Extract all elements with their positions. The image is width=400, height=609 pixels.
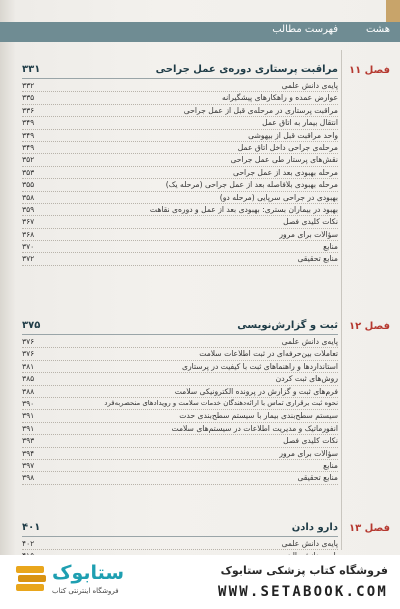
- chapter-page: ۳۳۱: [22, 64, 41, 75]
- entry-page: ۳۴۹: [22, 142, 35, 152]
- entry-text: استانداردها و راهنماهای ثبت با کیفیت در پرستاری: [182, 361, 338, 371]
- toc-entry[interactable]: [22, 361, 338, 373]
- entry-text: بهبود در بیماران بستری: بهبودی بعد از عمل و دوره‌ی نقاهت: [149, 204, 338, 214]
- chapter-label: فصل ۱۱: [348, 65, 390, 76]
- entry-page: ۳۷۶: [22, 337, 35, 346]
- page-header: [0, 22, 400, 42]
- entry-page: ۳۹۴: [22, 448, 35, 458]
- chapter-title: ثبت و گزارش‌نویسی: [237, 320, 338, 331]
- chapter-title-row[interactable]: [22, 523, 338, 537]
- entry-text: مرحله‌ی جراحی داخل اتاق عمل: [237, 142, 338, 152]
- entry-page: ۳۴۹: [22, 118, 35, 128]
- toc-entry[interactable]: [22, 386, 338, 398]
- setabook-logo[interactable]: [14, 562, 132, 602]
- entry-page: ۳۹۰: [22, 398, 35, 408]
- entry-text: منابع: [323, 460, 338, 470]
- entry-list: [22, 80, 338, 266]
- chapter-page: ۳۷۵: [22, 320, 41, 331]
- entry-text: نکات کلیدی فصل: [283, 217, 338, 227]
- toc-entry[interactable]: [22, 398, 338, 410]
- entry-text: واحد مراقبت قبل از بیهوشی: [248, 130, 338, 140]
- store-url-link[interactable]: WWW.SETABOOK.COM: [217, 584, 388, 600]
- toc-entry[interactable]: [22, 373, 338, 385]
- toc-entry[interactable]: [22, 336, 338, 348]
- entry-text: بهبودی در جراحی سرپایی (مرحله دو): [219, 192, 338, 202]
- entry-page: ۳۵۹: [22, 204, 35, 214]
- entry-page: ۳۹۳: [22, 436, 35, 446]
- entry-page: ۳۹۷: [22, 460, 35, 470]
- toc-entry[interactable]: [22, 117, 338, 129]
- toc-entry[interactable]: [22, 154, 338, 166]
- toc-entry[interactable]: [22, 423, 338, 435]
- entry-page: ۳۷۲: [22, 254, 35, 264]
- toc-entry[interactable]: [22, 216, 338, 228]
- entry-page: ۳۸۵: [22, 374, 35, 384]
- toc-entry[interactable]: [22, 92, 338, 104]
- chapter-title: مراقبت پرستاری دوره‌ی عمل جراحی: [155, 64, 338, 75]
- entry-text: منابع تحقیقی: [297, 473, 338, 483]
- entry-page: ۳۵۳: [22, 167, 35, 177]
- toc-entry[interactable]: [22, 192, 338, 204]
- entry-text: سیستم سطح‌بندی بیمار با سیستم سطح‌بندی حدت: [179, 411, 338, 421]
- chapter-title-row[interactable]: [22, 321, 338, 335]
- entry-text: سؤالات برای مرور: [279, 448, 338, 458]
- toc-entry[interactable]: [22, 179, 338, 191]
- entry-text: نکات کلیدی فصل: [283, 436, 338, 446]
- toc-entry[interactable]: [22, 538, 338, 550]
- toc-entry[interactable]: [22, 410, 338, 422]
- entry-text: انفورماتیک و مدیریت اطلاعات در سیستم‌های سلامت: [171, 423, 338, 433]
- entry-page: ۳۹۱: [22, 411, 35, 421]
- toc-entry[interactable]: [22, 80, 338, 92]
- store-name: فروشگاه کتاب پزشکی ستابوک: [220, 564, 388, 577]
- entry-text: مراقبت پرستاری در مرحله‌ی قبل از عمل جراحی: [183, 105, 338, 115]
- entry-text: تعاملات بین‌حرفه‌ای در ثبت اطلاعات سلامت: [199, 349, 338, 359]
- entry-text: منابع: [323, 242, 338, 252]
- chapter-title: دارو دادن: [291, 522, 338, 533]
- entry-text: مرحله بهبودی بلافاصله بعد از عمل جراحی (مرحله یک): [165, 180, 338, 190]
- entry-page: ۳۳۶: [22, 105, 35, 115]
- books-stack-icon: [14, 562, 48, 594]
- toc-entry[interactable]: [22, 472, 338, 484]
- entry-page: ۳۳۲: [22, 81, 35, 90]
- entry-page: ۳۶۸: [22, 229, 35, 239]
- entry-page: ۳۵۸: [22, 192, 35, 202]
- entry-text: سؤالات برای مرور: [279, 229, 338, 239]
- toc-entry[interactable]: [22, 348, 338, 360]
- toc-entry[interactable]: [22, 448, 338, 460]
- entry-page: ۳۵۵: [22, 180, 35, 190]
- entry-text: پایه‌ی دانش علمی: [281, 337, 338, 346]
- toc-entry[interactable]: [22, 130, 338, 142]
- entry-text: فرم‌های ثبت و گزارش در پرونده الکترونیکی سلامت: [174, 386, 338, 396]
- page-number-word: هشت: [365, 24, 390, 35]
- entry-page: ۳۸۸: [22, 386, 35, 396]
- entry-text: مرحله بهبودی بعد از عمل جراحی: [233, 167, 338, 177]
- margin-rule: [341, 50, 342, 550]
- entry-page: ۴۰۲: [22, 539, 35, 548]
- chapter-page: ۴۰۱: [22, 522, 41, 533]
- entry-text: پایه‌ی دانش علمی: [281, 81, 338, 90]
- toc-entry[interactable]: [22, 167, 338, 179]
- chapter-title-row[interactable]: [22, 65, 338, 79]
- entry-text: نقش‌های پرستار طی عمل جراحی: [230, 155, 338, 165]
- toc-entry[interactable]: [22, 460, 338, 472]
- page-title: فهرست مطالب: [272, 24, 338, 35]
- entry-page: ۳۹۸: [22, 473, 35, 483]
- toc-entry[interactable]: [22, 253, 338, 265]
- toc-entry[interactable]: [22, 105, 338, 117]
- entry-text: منابع تحقیقی: [297, 254, 338, 264]
- store-footer: [0, 555, 400, 609]
- brand-name: ستابوک: [52, 562, 125, 584]
- toc-entry[interactable]: [22, 204, 338, 216]
- toc-entry[interactable]: [22, 435, 338, 447]
- entry-text: انتقال بیمار به اتاق عمل: [262, 118, 338, 128]
- entry-page: ۳۵۲: [22, 155, 35, 165]
- entry-page: ۳۹۱: [22, 423, 35, 433]
- toc-entry[interactable]: [22, 142, 338, 154]
- entry-page: ۳۳۵: [22, 93, 35, 103]
- brand-tagline: فروشگاه اینترنتی کتاب: [52, 587, 119, 595]
- entry-page: ۳۴۹: [22, 130, 35, 140]
- entry-list: [22, 336, 338, 485]
- entry-page: ۳۷۰: [22, 242, 35, 252]
- chapter-label: فصل ۱۲: [348, 321, 390, 332]
- entry-page: ۳۸۱: [22, 361, 35, 371]
- chapter-label: فصل ۱۳: [348, 523, 390, 534]
- entry-text: نحوه ثبت برقراری تماس با ارائه‌دهندگان خدمات سلامت و رویدادهای منحصربه‌فرد: [104, 398, 338, 407]
- entry-text: روش‌های ثبت کردن: [275, 374, 338, 384]
- entry-page: ۳۷۶: [22, 349, 35, 359]
- entry-text: عوارض عمده و راهکارهای پیشگیرانه: [222, 93, 338, 103]
- page-corner-tab: [386, 0, 400, 22]
- toc-entry[interactable]: [22, 229, 338, 241]
- entry-text: پایه‌ی دانش علمی: [281, 539, 338, 548]
- toc-entry[interactable]: [22, 241, 338, 253]
- entry-page: ۳۶۷: [22, 217, 35, 227]
